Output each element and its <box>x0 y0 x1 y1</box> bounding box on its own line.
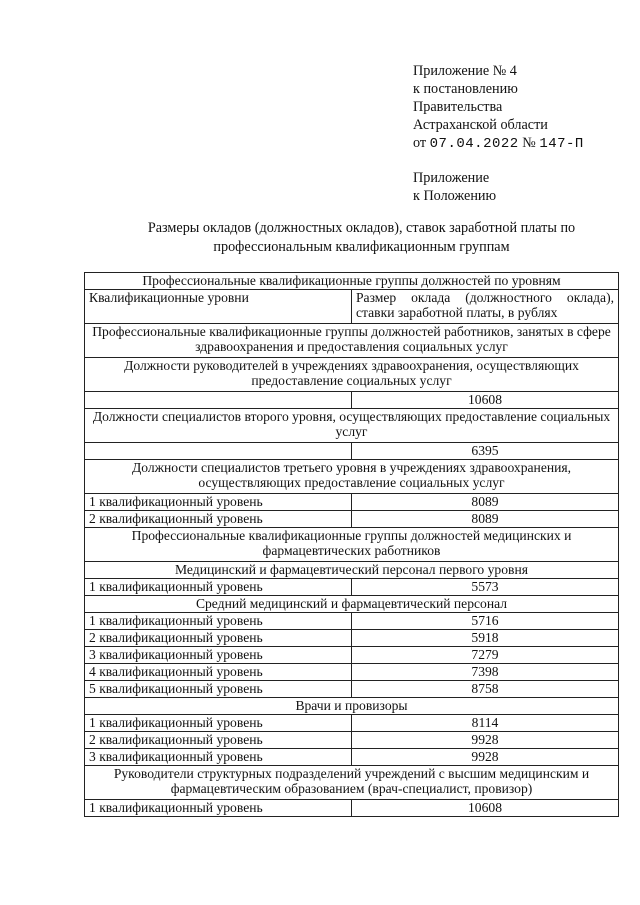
level-cell <box>85 443 352 460</box>
salary-cell: 10608 <box>352 392 619 409</box>
level-cell <box>85 392 352 409</box>
table-header-top: Профессиональные квалификационные группы должностей по уровням <box>85 273 619 290</box>
table-row <box>85 409 619 443</box>
table-row <box>85 528 619 562</box>
date-prefix: от <box>413 135 427 151</box>
appendix-line: к Положению <box>413 188 497 204</box>
appendix-line: Приложение № 4 <box>413 63 517 79</box>
table-row <box>85 647 619 664</box>
level-cell: 1 квалификационный уровень <box>85 579 352 596</box>
level-cell: 1 квалификационный уровень <box>85 494 352 511</box>
document-title: Размеры окладов (должностных окладов), ставок заработной платы по профессиональным квалификационным группам <box>147 220 576 255</box>
salary-cell: 5573 <box>352 579 619 596</box>
table-row <box>85 562 619 579</box>
table-row <box>85 664 619 681</box>
level-cell: 1 квалификационный уровень <box>85 715 352 732</box>
level-cell: 1 квалификационный уровень <box>85 613 352 630</box>
group-heading: Должности руководителей в учреждениях здравоохранения, осуществляющих предоставление социальных услуг <box>85 358 619 392</box>
salary-cell: 6395 <box>352 443 619 460</box>
table-row <box>85 511 619 528</box>
group-heading: Медицинский и фармацевтический персонал первого уровня <box>85 562 619 579</box>
group-heading: Руководители структурных подразделений учреждений с высшим медицинским и фармацевтическим образованием (врач-специалист, провизор) <box>85 766 619 800</box>
table-row <box>85 273 619 290</box>
group-heading: Средний медицинский и фармацевтический персонал <box>85 596 619 613</box>
group-heading: Профессиональные квалификационные группы должностей медицинских и фармацевтических работников <box>85 528 619 562</box>
appendix-date-line <box>413 134 584 153</box>
group-heading: Должности специалистов третьего уровня в учреждениях здравоохранения, осуществляющих предоставление социальных услуг <box>85 460 619 494</box>
table-row <box>85 749 619 766</box>
level-cell: 2 квалификационный уровень <box>85 511 352 528</box>
table-row <box>85 324 619 358</box>
table-row <box>85 443 619 460</box>
group-heading: Врачи и провизоры <box>85 698 619 715</box>
salary-cell: 9928 <box>352 749 619 766</box>
level-cell: 2 квалификационный уровень <box>85 732 352 749</box>
level-cell: 3 квалификационный уровень <box>85 647 352 664</box>
salary-cell: 10608 <box>352 800 619 817</box>
appendix-line: Приложение <box>413 170 490 186</box>
table-row <box>85 698 619 715</box>
table-row <box>85 596 619 613</box>
decree-number: 147-П <box>539 136 584 152</box>
appendix-line: Астраханской области <box>413 117 548 133</box>
decree-date: 07.04.2022 <box>429 136 519 152</box>
table-row <box>85 494 619 511</box>
table-row <box>85 392 619 409</box>
table-row <box>85 630 619 647</box>
table-row <box>85 800 619 817</box>
level-cell: 1 квалификационный уровень <box>85 800 352 817</box>
appendix-line: Правительства <box>413 99 503 115</box>
column-header-levels: Квалификационные уровни <box>85 290 352 324</box>
salary-cell: 7398 <box>352 664 619 681</box>
table-row <box>85 732 619 749</box>
salary-cell: 5716 <box>352 613 619 630</box>
salary-cell: 9928 <box>352 732 619 749</box>
table-row <box>85 358 619 392</box>
column-header-salary: Размер оклада (должностного оклада), ставки заработной платы, в рублях <box>352 290 619 324</box>
table-row <box>85 681 619 698</box>
salary-cell: 5918 <box>352 630 619 647</box>
table-row <box>85 290 619 324</box>
level-cell: 3 квалификационный уровень <box>85 749 352 766</box>
number-sign: № <box>522 135 536 151</box>
group-heading: Должности специалистов второго уровня, осуществляющих предоставление социальных услуг <box>85 409 619 443</box>
appendix-block <box>413 62 584 205</box>
salary-cell: 7279 <box>352 647 619 664</box>
salary-cell: 8089 <box>352 494 619 511</box>
level-cell: 4 квалификационный уровень <box>85 664 352 681</box>
table-row <box>85 579 619 596</box>
salary-cell: 8089 <box>352 511 619 528</box>
level-cell: 2 квалификационный уровень <box>85 630 352 647</box>
salary-cell: 8114 <box>352 715 619 732</box>
salary-cell: 8758 <box>352 681 619 698</box>
appendix-line: к постановлению <box>413 81 518 97</box>
table-row <box>85 715 619 732</box>
table-row <box>85 613 619 630</box>
group-heading: Профессиональные квалификационные группы должностей работников, занятых в сфере здравоохранения и предоставления социальных услуг <box>85 324 619 358</box>
table-row <box>85 766 619 800</box>
table-row <box>85 460 619 494</box>
level-cell: 5 квалификационный уровень <box>85 681 352 698</box>
salary-table <box>84 272 619 817</box>
